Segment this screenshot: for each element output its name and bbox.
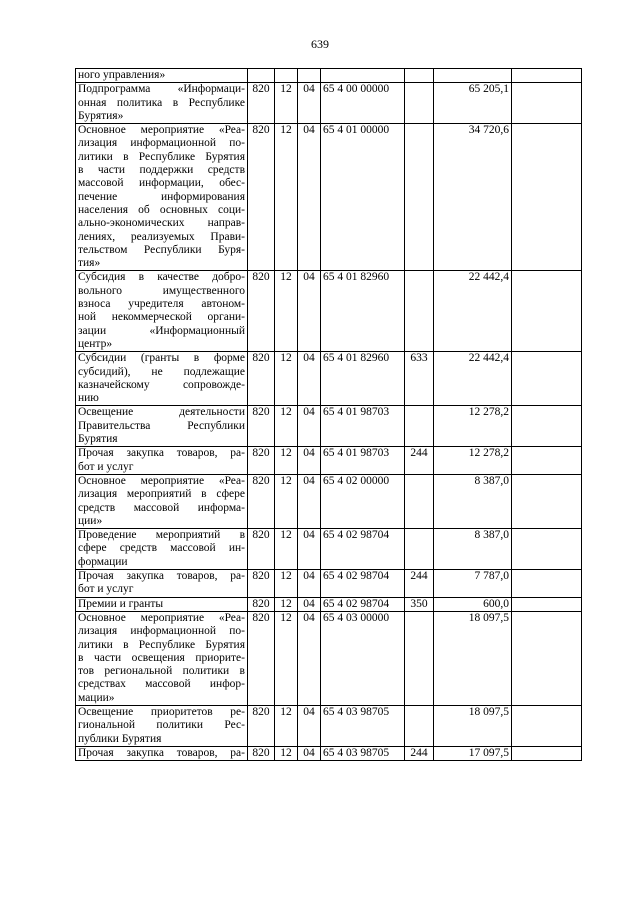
expense-type-cell: 633 xyxy=(405,352,434,406)
row-name-line: Правительства Республики xyxy=(78,419,245,432)
extra-empty-cell xyxy=(512,570,582,598)
ministry-code-cell: 820 xyxy=(248,271,275,352)
budget-table xyxy=(75,68,582,761)
row-name-line: в части освещения приорите- xyxy=(78,651,245,664)
expense-type-cell xyxy=(405,83,434,124)
table-row xyxy=(76,746,582,760)
row-name-line: зации «Информационный xyxy=(78,324,245,337)
section-code-cell: 12 xyxy=(275,529,298,570)
extra-empty-cell xyxy=(512,447,582,475)
ministry-code-cell xyxy=(248,69,275,83)
row-name-cell xyxy=(76,124,248,271)
section-code-cell: 12 xyxy=(275,611,298,705)
row-name-line: Проведение мероприятий в xyxy=(78,529,245,542)
amount-cell: 22 442,4 xyxy=(434,271,512,352)
expense-type-cell: 350 xyxy=(405,597,434,611)
section-code-cell xyxy=(275,69,298,83)
subsection-code-cell: 04 xyxy=(298,406,321,447)
row-name-line: Основное мероприятие «Реа- xyxy=(78,611,245,624)
row-name-cell xyxy=(76,352,248,406)
extra-empty-cell xyxy=(512,271,582,352)
expense-type-cell: 244 xyxy=(405,570,434,598)
row-name-cell xyxy=(76,474,248,528)
page-number: 639 xyxy=(311,37,329,51)
extra-empty-cell xyxy=(512,406,582,447)
row-name-line: ально-экономических направ- xyxy=(78,217,245,230)
table-row xyxy=(76,706,582,747)
subsection-code-cell: 04 xyxy=(298,83,321,124)
row-name-line: Прочая закупка товаров, ра- xyxy=(78,570,245,583)
row-name-line: лениях, реализуемых Прави- xyxy=(78,230,245,243)
target-article-cell: 65 4 02 00000 xyxy=(321,474,405,528)
ministry-code-cell: 820 xyxy=(248,529,275,570)
table-row xyxy=(76,570,582,598)
expense-type-cell: 244 xyxy=(405,746,434,760)
target-article-cell: 65 4 02 98704 xyxy=(321,570,405,598)
ministry-code-cell: 820 xyxy=(248,570,275,598)
row-name-line: Премии и гранты xyxy=(78,597,164,610)
row-name-line: литики в Республике Бурятия xyxy=(78,638,245,651)
row-name-line: средств массовой информа- xyxy=(78,501,245,514)
amount-cell: 7 787,0 xyxy=(434,570,512,598)
expense-type-cell xyxy=(405,474,434,528)
row-name-line: мации» xyxy=(78,691,115,704)
table-row xyxy=(76,474,582,528)
row-name-line: Основное мероприятие «Реа- xyxy=(78,474,245,487)
row-name-line: Бурятия xyxy=(78,433,118,446)
extra-empty-cell xyxy=(512,352,582,406)
ministry-code-cell: 820 xyxy=(248,746,275,760)
table-row xyxy=(76,69,582,83)
amount-cell: 18 097,5 xyxy=(434,706,512,747)
section-code-cell: 12 xyxy=(275,706,298,747)
ministry-code-cell: 820 xyxy=(248,447,275,475)
subsection-code-cell: 04 xyxy=(298,746,321,760)
target-article-cell: 65 4 03 98705 xyxy=(321,706,405,747)
row-name-line: печение информирования xyxy=(78,190,245,203)
target-article-cell: 65 4 01 82960 xyxy=(321,352,405,406)
table-row xyxy=(76,352,582,406)
row-name-line: формации xyxy=(78,555,128,568)
amount-cell: 34 720,6 xyxy=(434,124,512,271)
ministry-code-cell: 820 xyxy=(248,124,275,271)
section-code-cell: 12 xyxy=(275,406,298,447)
target-article-cell: 65 4 01 98703 xyxy=(321,406,405,447)
expense-type-cell: 244 xyxy=(405,447,434,475)
subsection-code-cell: 04 xyxy=(298,447,321,475)
amount-cell: 17 097,5 xyxy=(434,746,512,760)
ministry-code-cell: 820 xyxy=(248,83,275,124)
ministry-code-cell: 820 xyxy=(248,597,275,611)
ministry-code-cell: 820 xyxy=(248,611,275,705)
row-name-line: тов региональной политики в xyxy=(78,665,245,678)
amount-cell: 12 278,2 xyxy=(434,447,512,475)
subsection-code-cell: 04 xyxy=(298,706,321,747)
target-article-cell: 65 4 01 82960 xyxy=(321,271,405,352)
subsection-code-cell: 04 xyxy=(298,570,321,598)
row-name-line: средствах массовой инфор- xyxy=(78,678,245,691)
row-name-cell xyxy=(76,570,248,598)
extra-empty-cell xyxy=(512,611,582,705)
row-name-line: лизация информационной по- xyxy=(78,625,245,638)
row-name-line: взноса учредителя автоном- xyxy=(78,298,245,311)
row-name-line: ной некоммерческой органи- xyxy=(78,311,245,324)
amount-cell: 18 097,5 xyxy=(434,611,512,705)
amount-cell xyxy=(434,69,512,83)
ministry-code-cell: 820 xyxy=(248,352,275,406)
row-name-cell xyxy=(76,597,248,611)
expense-type-cell xyxy=(405,406,434,447)
target-article-cell: 65 4 01 00000 xyxy=(321,124,405,271)
row-name-cell xyxy=(76,529,248,570)
row-name-line: казначейскому сопровожде- xyxy=(78,378,245,391)
row-name-line: ции» xyxy=(78,514,103,527)
target-article-cell: 65 4 01 98703 xyxy=(321,447,405,475)
row-name-cell xyxy=(76,406,248,447)
subsection-code-cell: 04 xyxy=(298,474,321,528)
amount-cell: 65 205,1 xyxy=(434,83,512,124)
row-name-line: тельством Республики Буря- xyxy=(78,243,245,256)
section-code-cell: 12 xyxy=(275,124,298,271)
table-row xyxy=(76,83,582,124)
target-article-cell: 65 4 03 00000 xyxy=(321,611,405,705)
row-name-line: Подпрограмма «Информаци- xyxy=(78,83,245,96)
subsection-code-cell xyxy=(298,69,321,83)
expense-type-cell xyxy=(405,69,434,83)
row-name-line: Субсидия в качестве добро- xyxy=(78,271,245,284)
extra-empty-cell xyxy=(512,69,582,83)
expense-type-cell xyxy=(405,529,434,570)
row-name-line: центр» xyxy=(78,337,113,350)
section-code-cell: 12 xyxy=(275,474,298,528)
section-code-cell: 12 xyxy=(275,83,298,124)
table-row xyxy=(76,124,582,271)
row-name-cell xyxy=(76,271,248,352)
row-name-line: вольного имущественного xyxy=(78,284,245,297)
row-name-line: Основное мероприятие «Реа- xyxy=(78,124,245,137)
subsection-code-cell: 04 xyxy=(298,529,321,570)
row-name-line: Прочая закупка товаров, ра- xyxy=(78,746,245,759)
section-code-cell: 12 xyxy=(275,271,298,352)
row-name-line: бот и услуг xyxy=(78,583,134,596)
row-name-cell xyxy=(76,69,248,83)
row-name-line: нию xyxy=(78,392,99,405)
row-name-line: субсидий), не подлежащие xyxy=(78,365,245,378)
subsection-code-cell: 04 xyxy=(298,611,321,705)
table-row xyxy=(76,406,582,447)
extra-empty-cell xyxy=(512,124,582,271)
extra-empty-cell xyxy=(512,474,582,528)
amount-cell: 600,0 xyxy=(434,597,512,611)
subsection-code-cell: 04 xyxy=(298,124,321,271)
row-name-cell xyxy=(76,83,248,124)
row-name-cell xyxy=(76,746,248,760)
section-code-cell: 12 xyxy=(275,352,298,406)
target-article-cell: 65 4 03 98705 xyxy=(321,746,405,760)
row-name-line: Освещение деятельности xyxy=(78,406,245,419)
row-name-line: населения об основных соци- xyxy=(78,203,245,216)
row-name-cell xyxy=(76,706,248,747)
row-name-cell xyxy=(76,611,248,705)
amount-cell: 12 278,2 xyxy=(434,406,512,447)
row-name-line: лизация мероприятий в сфере xyxy=(78,488,245,501)
subsection-code-cell: 04 xyxy=(298,271,321,352)
expense-type-cell xyxy=(405,706,434,747)
extra-empty-cell xyxy=(512,529,582,570)
subsection-code-cell: 04 xyxy=(298,597,321,611)
target-article-cell: 65 4 02 98704 xyxy=(321,529,405,570)
subsection-code-cell: 04 xyxy=(298,352,321,406)
row-name-cell xyxy=(76,447,248,475)
target-article-cell xyxy=(321,69,405,83)
table-row xyxy=(76,611,582,705)
section-code-cell: 12 xyxy=(275,746,298,760)
row-name-line: Освещение приоритетов ре- xyxy=(78,706,245,719)
target-article-cell: 65 4 02 98704 xyxy=(321,597,405,611)
extra-empty-cell xyxy=(512,706,582,747)
amount-cell: 8 387,0 xyxy=(434,529,512,570)
row-name-line: лизация информационной по- xyxy=(78,137,245,150)
ministry-code-cell: 820 xyxy=(248,706,275,747)
expense-type-cell xyxy=(405,611,434,705)
row-name-line: тия» xyxy=(78,257,101,270)
row-name-line: гиональной политики Рес- xyxy=(78,719,245,732)
section-code-cell: 12 xyxy=(275,597,298,611)
extra-empty-cell xyxy=(512,83,582,124)
amount-cell: 8 387,0 xyxy=(434,474,512,528)
row-name-line: Субсидии (гранты в форме xyxy=(78,352,245,365)
row-name-line: сфере средств массовой ин- xyxy=(78,542,245,555)
row-name-line: Прочая закупка товаров, ра- xyxy=(78,447,245,460)
expense-type-cell xyxy=(405,124,434,271)
table-row xyxy=(76,529,582,570)
row-name-line: бот и услуг xyxy=(78,460,134,473)
row-name-line: ного управления» xyxy=(78,69,166,81)
budget-table-body xyxy=(76,69,582,761)
table-row xyxy=(76,597,582,611)
section-code-cell: 12 xyxy=(275,570,298,598)
target-article-cell: 65 4 00 00000 xyxy=(321,83,405,124)
ministry-code-cell: 820 xyxy=(248,406,275,447)
table-row xyxy=(76,447,582,475)
row-name-line: онная политика в Республике xyxy=(78,96,245,109)
row-name-line: массовой информации, обес- xyxy=(78,177,245,190)
ministry-code-cell: 820 xyxy=(248,474,275,528)
extra-empty-cell xyxy=(512,746,582,760)
table-row xyxy=(76,271,582,352)
section-code-cell: 12 xyxy=(275,447,298,475)
extra-empty-cell xyxy=(512,597,582,611)
row-name-line: публики Бурятия xyxy=(78,732,162,745)
expense-type-cell xyxy=(405,271,434,352)
row-name-line: литики в Республике Бурятия xyxy=(78,150,245,163)
row-name-line: Бурятия» xyxy=(78,109,124,122)
amount-cell: 22 442,4 xyxy=(434,352,512,406)
row-name-line: в части поддержки средств xyxy=(78,164,245,177)
